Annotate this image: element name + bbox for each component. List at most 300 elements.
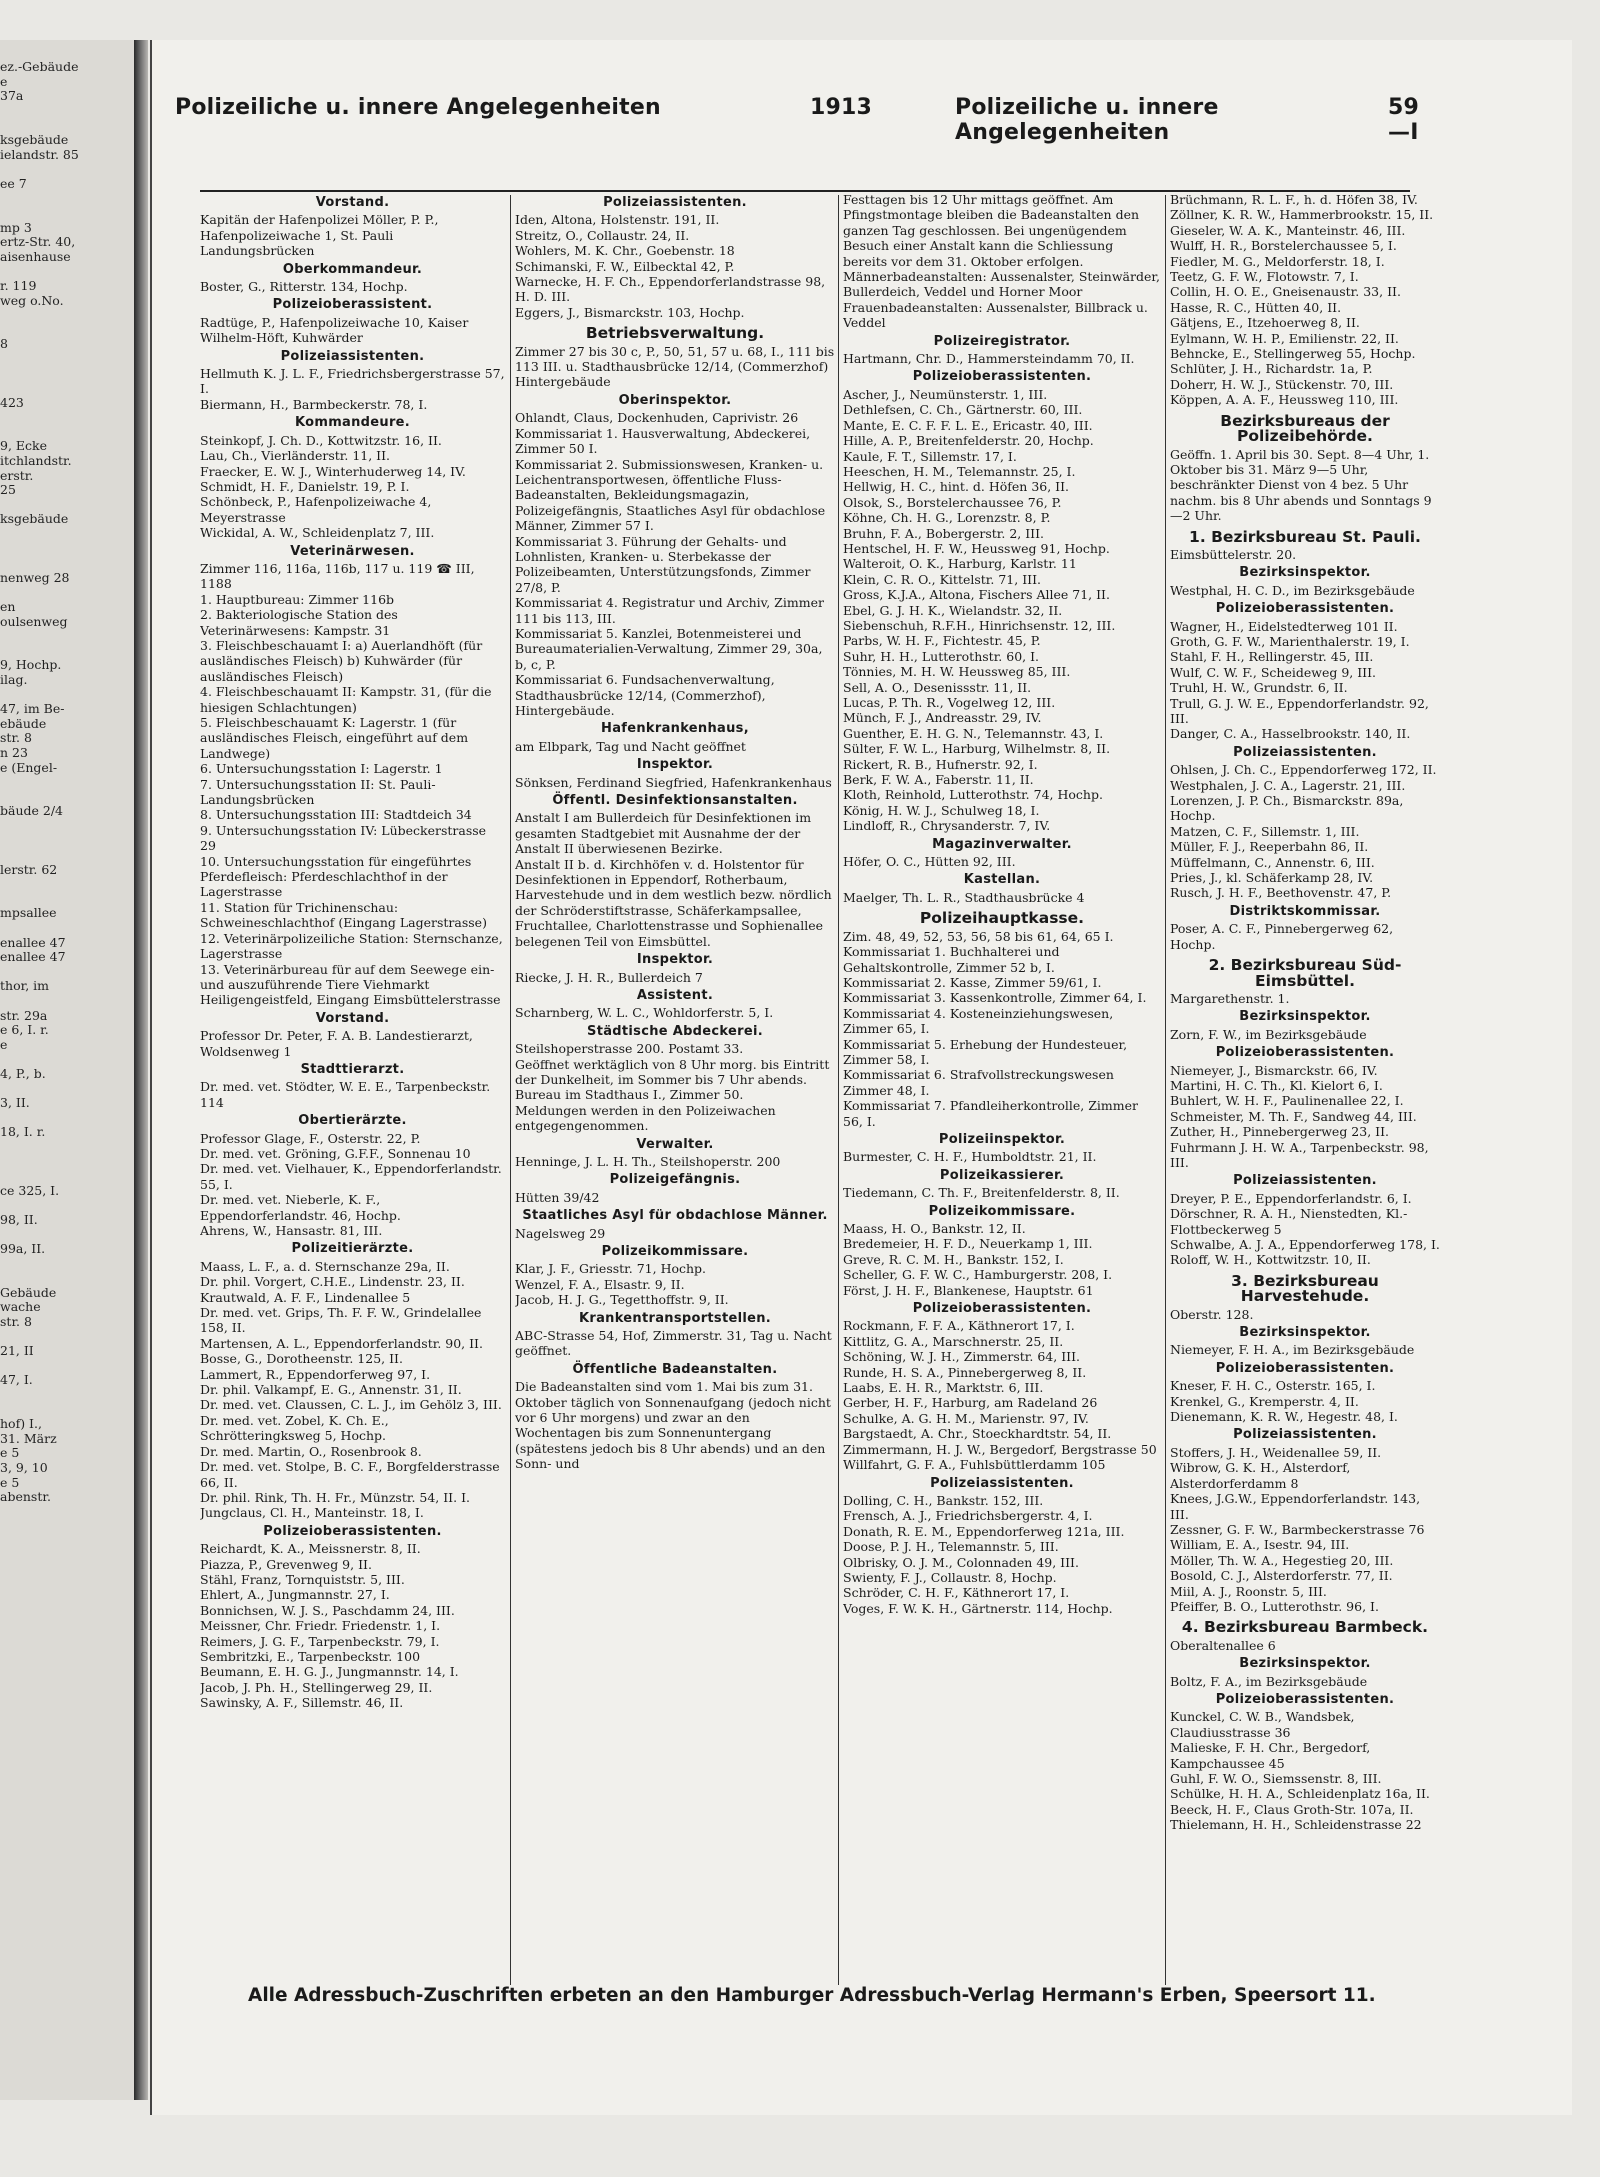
facing-page-line: 9, Ecke [0,438,47,454]
section-heading: Polizeioberassistenten. [263,1523,442,1539]
entry: Geöffn. 1. April bis 30. Sept. 8—4 Uhr, 1. Oktober bis 31. März 9—5 Uhr, beschränkter Dienst von 4 bez. 5 Uhr nachm. bis 8 Uhr abends und Sonntags 9—2 Uhr. [1170,446,1432,524]
entry: 2. Bakteriologische Station des Veterinärwesens: Kampstr. 31 [200,607,398,638]
entry: Miil, A. J., Roonstr. 5, III. [1170,1583,1327,1599]
entry: Oberstr. 128. [1170,1306,1254,1322]
section-heading: Polizeikommissare. [601,1244,749,1259]
entry: Pfeiffer, B. O., Lutterothstr. 96, I. [1170,1598,1379,1614]
facing-page-line [0,118,130,133]
entry: Maass, L. F., a. d. Sternschanze 29a, II. [200,1258,450,1274]
facing-page-line: bäude 2/4 [0,803,63,819]
entry: Stähl, Franz, Tornquiststr. 5, III. [200,1571,405,1587]
facing-page-line [0,556,130,571]
facing-page-line: ksgebäude [0,131,69,147]
facing-page-line: weg o.No. [0,292,64,308]
entry: Guhl, F. W. O., Siemssenstr. 8, III. [1170,1771,1382,1786]
facing-page-line: 3, 9, 10 [0,1460,48,1475]
facing-page-line: r. 119 [0,277,37,293]
entry: ABC-Strasse 54, Hof, Zimmerstr. 31, Tag u. Nacht geöffnet. [515,1328,832,1359]
entry: Hille, A. P., Breitenfelderstr. 20, Hochp. [843,433,1094,449]
entry: Anstalt I am Bullerdeich für Desinfektionen im gesamten Stadtgebiet mit Ausnahme der der Anstalt II überwiesenen Bezirke. [515,810,812,857]
entry: Dienemann, K. R. W., Hegestr. 48, I. [1170,1409,1398,1425]
section-heading: Obertierärzte. [298,1113,407,1129]
footer-notice: Alle Adressbuch-Zuschriften erbeten an den Hamburger Adressbuch-Verlag Hermann's Erben, Speersort 11. [248,1985,1376,2006]
entry: Brüchmann, R. L. F., h. d. Höfen 38, IV. [1170,192,1418,207]
facing-page-line: e 5 [0,1445,20,1461]
entry: Lorenzen, J. P. Ch., Bismarckstr. 89a, Hochp. [1170,793,1404,824]
section-heading: Bezirksinspektor. [1239,1656,1371,1672]
entry: Buhlert, W. H. F., Paulinenallee 22, I. [1170,1093,1404,1109]
facing-page-line [0,965,130,980]
entry: Rusch, J. H. F., Beethovenstr. 47, P. [1170,885,1392,901]
entry: Kommissariat 6. Strafvollstreckungswesen Zimmer 48, I. [843,1067,1114,1098]
entry: Biermann, H., Barmbeckerstr. 78, I. [200,396,428,412]
entry: Scharnberg, W. L. C., Wohldorferstr. 5, I. [515,1005,774,1021]
entry: Malieske, F. H. Chr., Bergedorf, Kampchaussee 45 [1170,1740,1371,1771]
entry: Müller, F. J., Reeperbahn 86, II. [1170,839,1369,855]
entry: 13. Veterinärbureau für auf dem Seewege ein- und auszuführende Tiere Viehmarkt Heiligengeistfeld, Eingang Eimsbüttelerstrasse [200,961,501,1008]
entry: Hütten 39/42 [515,1189,600,1205]
section-heading: Bezirksinspektor. [1239,565,1371,581]
entry: Gross, K.J.A., Altona, Fischers Allee 71, II. [843,587,1110,603]
entry: Klar, J. F., Griesstr. 71, Hochp. [515,1261,707,1277]
column-rule [1165,195,1166,1985]
section-heading: Kommandeure. [294,415,411,431]
facing-page-line [0,381,130,396]
entry: Fuhrmann J. H. W. A., Tarpenbeckstr. 98, III. [1170,1139,1429,1170]
entry: Teetz, G. F. W., Flotowstr. 7, I. [1170,269,1359,285]
entry: Knees, J.G.W., Eppendorferlandstr. 143, III. [1170,1491,1421,1522]
entry: Sülter, F. W. L., Harburg, Wilhelmstr. 8, II. [843,741,1111,757]
entry: Hellmuth K. J. L. F., Friedrichsbergerstrasse 57, I. [200,366,505,397]
entry: Maelger, Th. L. R., Stadthausbrücke 4 [843,889,1085,905]
facing-page-line: str. 8 [0,1314,32,1330]
facing-page-line [0,921,130,936]
section-heading: Polizeioberassistenten. [1215,601,1395,617]
entry: Frensch, A. J., Friedrichsbergerstr. 4, I. [843,1508,1093,1524]
entry: Willfahrt, G. F. A., Fuhlsbüttlerdamm 105 [843,1457,1106,1473]
facing-page-line [0,206,130,221]
entry: Hentschel, H. F. W., Heussweg 91, Hochp. [843,540,1110,556]
entry: Wenzel, F. A., Elsastr. 9, II. [515,1276,685,1292]
entry: Westphalen, J. C. A., Lagerstr. 21, III. [1170,777,1406,793]
facing-page-line [0,162,130,177]
facing-page-line [0,1257,130,1272]
facing-page-line: e (Engel- [0,759,58,775]
entry: Dr. med. Martin, O., Rosenbrook 8. [200,1443,422,1459]
facing-page-line: abenstr. [0,1489,51,1505]
entry: Dr. med. vet. Stolpe, B. C. F., Borgfelderstrasse 66, II. [200,1459,500,1490]
entry: Kommissariat 1. Hausverwaltung, Abdeckerei, Zimmer 50 I. [515,425,811,457]
column-1 [200,192,505,1982]
section-heading: Bezirksbureaus der Polizeibehörde. [1220,411,1390,446]
section-heading: Städtische Abdeckerei. [587,1023,763,1039]
entry: Pries, J., kl. Schäferkamp 28, IV. [1170,870,1374,886]
facing-page-line [0,1140,130,1155]
section-heading: Polizeiassistenten. [1233,744,1377,760]
entry: Meldungen werden in den Polizeiwachen entgegengenommen. [515,1102,776,1134]
entry: Doose, P. J. H., Telemannstr. 5, III. [843,1539,1059,1555]
facing-page-line: enallee 47 [0,949,66,965]
entry: Geöffnet werktäglich von 8 Uhr morg. bis Eintritt der Dunkelheit, im Sommer bis 7 Uhr abends. Bureau im Stadthaus I., Zimmer 50. [515,1056,830,1103]
facing-page-line: ez.-Gebäude [0,60,79,74]
entry: Berk, F. W. A., Faberstr. 11, II. [843,772,1034,788]
section-heading: Inspektor. [636,757,714,773]
page-header [175,95,1420,175]
header-left: Polizeiliche u. innere Angelegenheiten [175,95,661,120]
facing-page-line [0,644,130,659]
facing-page-line: e 6, I. r. [0,1022,49,1038]
facing-page-line: erstr. [0,467,34,483]
facing-page-line [0,819,130,834]
facing-page-line: ee 7 [0,175,27,191]
entry: Gerber, H. F., Harburg, am Radeland 26 [843,1395,1098,1411]
entry: Die Badeanstalten sind vom 1. Mai bis zum 31. Oktober täglich von Sonnenaufgang (jedoch nicht vor 6 Uhr morgens) und zwar an den Wochentagen bis zum Sonnenuntergang (spätestens jedoch bis 8 Uhr abends) und an den Sonn- und [515,1379,831,1472]
entry: Kneser, F. H. C., Osterstr. 165, I. [1170,1378,1376,1394]
section-heading: 3. Bezirksbureau Harvestehude. [1231,1271,1379,1306]
entry: Köppen, A. A. F., Heussweg 110, III. [1170,392,1399,408]
entry: Radtüge, P., Hafenpolizeiwache 10, Kaiser Wilhelm-Höft, Kuhwärder [200,314,469,346]
section-heading: Distriktskommissar. [1229,903,1381,919]
facing-page-line [0,104,130,119]
entry: Tiedemann, C. Th. F., Breitenfelderstr. 8, II. [843,1185,1120,1201]
entry: Schlüter, J. H., Richardstr. 1a, P. [1170,361,1373,377]
entry: Schülke, H. H. A., Schleidenplatz 16a, II. [1170,1786,1430,1802]
section-heading: Polizeioberassistenten. [912,369,1092,385]
entry: Meissner, Chr. Friedr. Friedenstr. 1, I. [200,1618,441,1634]
facing-page-line [0,498,130,513]
entry: Piazza, P., Grevenweg 9, II. [200,1556,372,1572]
entry: 4. Fleischbeschauamt II: Kampstr. 31, (für die hiesigen Schlachtungen) [200,684,492,715]
facing-page-line: ilag. [0,671,28,687]
entry: Streitz, O., Collaustr. 24, II. [515,227,690,243]
entry: Dolling, C. H., Bankstr. 152, III. [843,1492,1044,1508]
entry: Schröder, C. H. F., Käthnerort 17, I. [843,1585,1070,1601]
facing-page-line: e [0,1036,8,1052]
entry: Lucas, P. Th. R., Vogelweg 12, III. [843,695,1056,710]
facing-page-text [0,60,130,2050]
section-heading: 4. Bezirksbureau Barmbeck. [1181,1618,1429,1637]
section-heading: Polizeiregistrator. [933,333,1071,349]
entry: Rickert, R. B., Hufnerstr. 92, I. [843,756,1038,772]
entry: Reimers, J. G. F., Tarpenbeckstr. 79, I. [200,1633,440,1649]
entry: Höfer, O. C., Hütten 92, III. [843,854,1016,870]
entry: König, H. W. J., Schulweg 18, I. [843,802,1040,818]
facing-page-line [0,1330,130,1345]
facing-page-line [0,542,130,557]
section-heading: Polizeiassistenten. [930,1475,1074,1491]
facing-page-line [0,1271,130,1286]
entry: Doherr, H. W. J., Stückenstr. 70, III. [1170,376,1394,392]
facing-page-line [0,410,130,425]
section-heading: Polizeigefängnis. [609,1172,741,1188]
section-heading: Polizeioberassistenten. [912,1301,1092,1317]
entry: Voges, F. W. K. H., Gärtnerstr. 114, Hochp. [843,1600,1113,1616]
entry: Reichardt, K. A., Meissnerstr. 8, II. [200,1541,421,1557]
entry: Iden, Altona, Holstenstr. 191, II. [515,212,720,228]
section-heading: Staatliches Asyl für obdachlose Männer. [522,1208,828,1224]
section-heading: Assistent. [636,987,714,1003]
facing-page-line [0,308,130,323]
entry: Kapitän der Hafenpolizei Möller, P. P., Hafenpolizeiwache 1, St. Pauli Landungsbrücken [200,212,439,259]
facing-page-line: str. 8 [0,730,32,746]
entry: Kommissariat 3. Führung der Gehalts- und Lohnlisten, Kranken- u. Sterbekasse der Polizeibeamten, Unterstützungsfonds, Zimmer 27/8, P. [515,533,811,595]
page-number: 59—I [1388,95,1420,145]
entry: Kloth, Reinhold, Lutterothstr. 74, Hochp. [843,787,1103,803]
entry: Schöning, W. J. H., Zimmerstr. 64, III. [843,1349,1080,1365]
facing-page-line [0,1155,130,1170]
entry: Niemeyer, F. H. A., im Bezirksgebäude [1170,1342,1415,1358]
entry: Warnecke, H. F. Ch., Eppendorferlandstrasse 98, H. D. III. [515,274,826,305]
entry: Olsok, S., Borstelerchaussee 76, P. [843,494,1062,510]
entry: Kommissariat 6. Fundsachenverwaltung, Stadthausbrücke 12/14, (Commerzhof), Hintergebäude. [515,672,775,718]
facing-page-line: str. 29a [0,1007,48,1023]
facing-page-line [0,585,130,600]
entry: Stoffers, J. H., Weidenallee 59, II. [1170,1444,1382,1460]
section-heading: Bezirksinspektor. [1239,1325,1371,1341]
entry: Ohlsen, J. Ch. C., Eppendorferweg 172, II. [1170,762,1437,778]
facing-page-line [0,688,130,703]
entry: Dr. med. vet. Vielhauer, K., Eppendorferlandstr. 55, I. [200,1161,502,1192]
facing-page-line: 4, P., b. [0,1065,46,1081]
entry: Krautwald, A. F. F., Lindenallee 5 [200,1289,411,1305]
entry: Matzen, C. F., Sillemstr. 1, III. [1170,823,1360,839]
facing-page-line: 47, im Be- [0,701,65,717]
entry: Scheller, G. F. W. C., Hamburgerstr. 208, I. [843,1267,1113,1283]
entry: Niemeyer, J., Bismarckstr. 66, IV. [1170,1062,1378,1078]
entry: 5. Fleischbeschauamt K: Lagerstr. 1 (für ausländisches Fleisch, eingeführt auf dem Landwege) [200,715,469,761]
entry: Dr. phil. Vorgert, C.H.E., Lindenstr. 23, II. [200,1274,465,1290]
entry: Möller, Th. W. A., Hegestieg 20, III. [1170,1552,1394,1568]
entry: Bosold, C. J., Alsterdorferstr. 77, II. [1170,1568,1393,1584]
facing-page-line [0,848,130,863]
entry: Collin, H. O. E., Gneisenaustr. 33, II. [1170,284,1401,300]
entry: Professor Glage, F., Osterstr. 22, P. [200,1130,421,1146]
entry: Sawinsky, A. F., Sillemstr. 46, II. [200,1695,404,1711]
section-heading: Kastellan. [963,872,1041,888]
entry: Kommissariat 5. Erhebung der Hundesteuer, Zimmer 58, I. [843,1036,1128,1067]
entry: Anstalt II b. d. Kirchhöfen v. d. Holstentor für Desinfektionen in Eppendorf, Rotherbaum, Harvestehude und in dem westlich bezw. nördlich der Schröderstiftstrasse, Schäferkampsallee, Fruchtallee, Charlottenstrasse und Sophienallee belegenen Teil von Eimsbüttel. [515,856,832,949]
facing-page-line: 37a [0,88,24,104]
entry: Margarethenstr. 1. [1170,990,1290,1006]
entry: Dr. phil. Rink, Th. H. Fr., Münzstr. 54, II. I. [200,1489,470,1505]
entry: Parbs, W. H. F., Fichtestr. 45, P. [843,633,1041,649]
entry: Poser, A. C. F., Pinnebergerweg 62, Hochp. [1170,921,1394,952]
facing-page-line [0,352,130,367]
facing-page-line: 21, II [0,1343,34,1359]
section-heading: Hafenkrankenhaus, [601,721,749,737]
entry: Bredemeier, H. F. D., Neuerkamp 1, III. [843,1236,1093,1252]
entry: Lammert, R., Eppendorferweg 97, I. [200,1366,431,1382]
entry: William, E. A., Isestr. 94, III. [1170,1537,1350,1553]
section-heading: 1. Bezirksbureau St. Pauli. [1189,527,1421,546]
column-rule [838,195,839,1985]
section-heading: Magazinverwalter. [932,836,1072,852]
facing-page-line: 423 [0,394,24,410]
column-rule [510,195,511,1985]
entry: Greve, R. C. M. H., Bankstr. 152, I. [843,1251,1064,1267]
entry: Dr. med. vet. Gröning, G.F.F., Sonnenau 10 [200,1145,471,1161]
section-heading: Polizeiassistenten. [280,348,425,364]
entry: Kommissariat 4. Kosteneinziehungswesen, Zimmer 65, I. [843,1005,1114,1037]
entry: Wulff, H. R., Borstelerchaussee 5, I. [1170,238,1397,254]
facing-page-line [0,1359,130,1374]
facing-page-line [0,366,130,381]
section-heading: Polizeikommissare. [928,1203,1076,1219]
entry: Bargstaedt, A. Chr., Stoeckhardtstr. 54, II. [843,1426,1112,1442]
entry: 10. Untersuchungsstation für eingeführtes Pferdefleisch: Pferdeschlachthof in der Lagerstrasse [200,853,472,900]
entry: Henninge, J. L. H. Th., Steilshoperstr. 200 [515,1153,781,1169]
entry: Kunckel, C. W. B., Wandsbek, Claudiusstrasse 36 [1170,1709,1355,1740]
section-heading: Veterinärwesen. [290,543,415,559]
entry: Bonnichsen, W. J. S., Paschdamm 24, III. [200,1602,455,1618]
facing-page-line [0,1403,130,1418]
entry: 3. Fleischbeschauamt I: a) Auerlandhöft (für ausländisches Fleisch) b) Kuhwärder (für ausländisches Fleisch) [200,637,483,684]
entry: Ehlert, A., Jungmannstr. 27, I. [200,1587,390,1603]
entry: 11. Station für Trichinenschau: Schweineschlachthof (Eingang Lagerstrasse) [200,899,487,931]
entry: Dr. med. vet. Zobel, K. Ch. E., Schrötteringksweg 5, Hochp. [200,1412,389,1444]
facing-page-line: oulsenweg [0,613,68,629]
facing-page-line: e 5 [0,1474,20,1490]
section-heading: Öffentl. Desinfektionsanstalten. [552,793,798,809]
facing-page-line: nenweg 28 [0,569,70,585]
entry: Krenkel, G., Kremperstr. 4, II. [1170,1393,1359,1409]
entry: Jacob, J. Ph. H., Stellingerweg 29, II. [200,1679,433,1695]
entry: 8. Untersuchungsstation III: Stadtdeich 34 [200,807,472,823]
facing-page-line [0,264,130,279]
section-heading: Inspektor. [636,952,714,968]
entry: Wulf, C. W. F., Scheideweg 9, III. [1170,664,1377,680]
entry: Zimmermann, H. J. W., Bergedorf, Bergstrasse 50 [843,1441,1157,1457]
entry: Dr. med. vet. Nieberle, K. F., Eppendorferlandstr. 46, Hochp. [200,1192,401,1223]
entry: Danger, C. A., Hasselbrookstr. 140, II. [1170,726,1411,742]
entry: Münch, F. J., Andreasstr. 29, IV. [843,710,1042,726]
entry: Eimsbüttelerstr. 20. [1170,546,1297,562]
entry: Nagelsweg 29 [515,1225,606,1241]
entry: Kaule, F. T., Sillemstr. 17, I. [843,448,1017,464]
section-heading: Polizeioberassistenten. [1215,1360,1395,1376]
section-heading: Polizeihauptkasse. [919,909,1085,928]
facing-page-line: lerstr. 62 [0,861,58,877]
entry: Eylmann, W. H. P., Emilienstr. 22, II. [1170,330,1399,346]
facing-page-line: 18, I. r. [0,1124,46,1140]
section-heading: Polizeiassistenten. [1233,1173,1377,1189]
entry: Walteroit, O. K., Harburg, Karlstr. 11 [843,556,1077,572]
section-heading: Polizeioberassistenten. [1215,1691,1395,1707]
entry: Jacob, H. J. G., Tegetthoffstr. 9, II. [515,1292,729,1308]
entry: Jungclaus, Cl. H., Manteinstr. 18, I. [200,1505,424,1521]
facing-page-line [0,1198,130,1213]
entry: Zimmer 116, 116a, 116b, 117 u. 119 ☎ III, 1188 [200,560,475,592]
entry: Kommissariat 4. Registratur und Archiv, Zimmer 111 bis 113, III. [515,595,824,626]
column-4 [1170,192,1440,1982]
section-heading: Polizeiinspektor. [938,1131,1066,1147]
entry: Hellwig, H. C., hint. d. Höfen 36, II. [843,479,1070,495]
facing-page-line: hof) I., [0,1416,42,1432]
entry: Zessner, G. F. W., Barmbeckerstrasse 76 [1170,1521,1425,1537]
facing-page-line [0,790,130,805]
entry: Kommissariat 2. Submissionswesen, Kranken- u. Leichentransportwesen, öffentliche Fluss-Badeanstalten, Bekleidungsmagazin, Polizeigefängnis, Staatliches Asyl für obdachlose Männer, Zimmer 57 I. [515,456,826,534]
entry: Ahrens, W., Hansastr. 81, III. [200,1223,383,1238]
entry: Zöllner, K. R. W., Hammerbrookstr. 15, II. [1170,207,1434,223]
facing-page-line: wache [0,1299,41,1315]
facing-page-line: 99a, II. [0,1241,46,1257]
entry: Hartmann, Chr. D., Hammersteindamm 70, II. [843,351,1135,367]
entry: Köhne, Ch. H. G., Lorenzstr. 8, P. [843,510,1051,526]
entry: Dörschner, R. A. H., Nienstedten, Kl.-Flottbeckerweg 5 [1170,1206,1408,1237]
entry: Sell, A. O., Desenissstr. 11, II. [843,679,1032,695]
entry: Bruhn, F. A., Bobergerstr. 2, III. [843,525,1045,541]
entry: Dr. med. vet. Grips, Th. F. F. W., Grindelallee 158, II. [200,1305,482,1336]
section-heading: Polizeioberassistenten. [1215,1045,1395,1061]
entry: Beumann, E. H. G. J., Jungmannstr. 14, I. [200,1664,459,1680]
facing-page-line [0,527,130,542]
entry: Lau, Ch., Vierländerstr. 11, II. [200,448,391,464]
entry: Klein, C. R. O., Kittelstr. 71, III. [843,571,1041,587]
entry: 7. Untersuchungsstation II: St. Pauli-Landungsbrücken [200,776,436,808]
entry: Ebel, G. J. H. K., Wielandstr. 32, II. [843,602,1063,618]
facing-page-line: Gebäude [0,1284,57,1300]
section-heading: Vorstand. [315,1010,390,1026]
entry: Boltz, F. A., im Bezirksgebäude [1170,1673,1368,1689]
entry: Boster, G., Ritterstr. 134, Hochp. [200,279,408,295]
header-year: 1913 [810,95,873,120]
entry: Rockmann, F. F. A., Käthnerort 17, I. [843,1318,1075,1334]
entry: Stahl, F. H., Rellingerstr. 45, III. [1170,649,1374,665]
entry: Thielemann, H. H., Schleidenstrasse 22 [1170,1817,1422,1833]
entry: Groth, G. F. W., Marienthalerstr. 19, I. [1170,633,1410,649]
entry: Steilshoperstrasse 200. Postamt 33. [515,1041,744,1057]
entry: Tönnies, M. H. W. Heussweg 85, III. [843,664,1071,680]
section-heading: Verwalter. [636,1136,714,1152]
entry: Siebenschuh, R.F.H., Hinrichsenstr. 12, III. [843,617,1116,633]
section-heading: Oberkommandeur. [282,261,423,277]
entry: Festtagen bis 12 Uhr mittags geöffnet. Am Pfingstmontage bleiben die Badeanstalten den ganzen Tag geschlossen. Bei ungenügendem Besuch einer Anstalt kann die Schliessung bereits vor dem 31. Oktober erfolgen. [843,192,1140,269]
entry: Fiedler, M. G., Meldorferstr. 18, I. [1170,253,1385,269]
facing-page-line [0,323,130,338]
entry: Westphal, H. C. D., im Bezirksgebäude [1170,582,1415,598]
entry: Sembritzki, E., Tarpenbeckstr. 100 [200,1648,421,1664]
facing-page-line: 3, II. [0,1095,30,1111]
entry: Bosse, G., Dorotheenstr. 125, II. [200,1351,403,1367]
facing-page-line [0,1052,130,1067]
section-heading: Polizeitierärzte. [291,1241,414,1257]
facing-page-line: aisenhause [0,248,71,264]
entry: Ascher, J., Neumünsterstr. 1, III. [843,386,1048,402]
entry: Dr. phil. Valkampf, E. G., Annenstr. 31, II. [200,1382,462,1398]
entry: Laabs, E. H. R., Marktstr. 6, III. [843,1380,1044,1396]
facing-page-line [0,1082,130,1097]
facing-page-line [0,1169,130,1184]
facing-page-line: e [0,73,8,89]
facing-page-line [0,191,130,206]
section-heading: Polizeioberassistent. [272,297,433,313]
facing-page-line: ertz-Str. 40, [0,234,76,250]
entry: Kommissariat 3. Kassenkontrolle, Zimmer 64, I. [843,990,1147,1006]
entry: Gätjens, E., Itzehoerweg 8, II. [1170,315,1360,331]
entry: Martini, H. C. Th., Kl. Kielort 6, I. [1170,1077,1383,1093]
entry: Wibrow, G. K. H., Alsterdorf, Alsterdorferdamm 8 [1170,1460,1351,1491]
entry: Beeck, H. F., Claus Groth-Str. 107a, II. [1170,1801,1414,1817]
entry: 9. Untersuchungsstation IV: Lübeckerstrasse 29 [200,822,487,854]
section-heading: Polizeikassierer. [939,1167,1065,1183]
entry: Maass, H. O., Bankstr. 12, II. [843,1221,1026,1236]
facing-page-line [0,425,130,440]
section-heading: Oberinspektor. [618,392,732,408]
entry: Schwalbe, A. J. A., Eppendorferweg 178, I. [1170,1237,1440,1252]
entry: Fraecker, E. W. J., Winterhuderweg 14, IV. [200,463,466,479]
facing-page-line [0,629,130,644]
entry: Professor Dr. Peter, F. A. B. Landestierarzt, Woldsenweg 1 [200,1028,473,1059]
